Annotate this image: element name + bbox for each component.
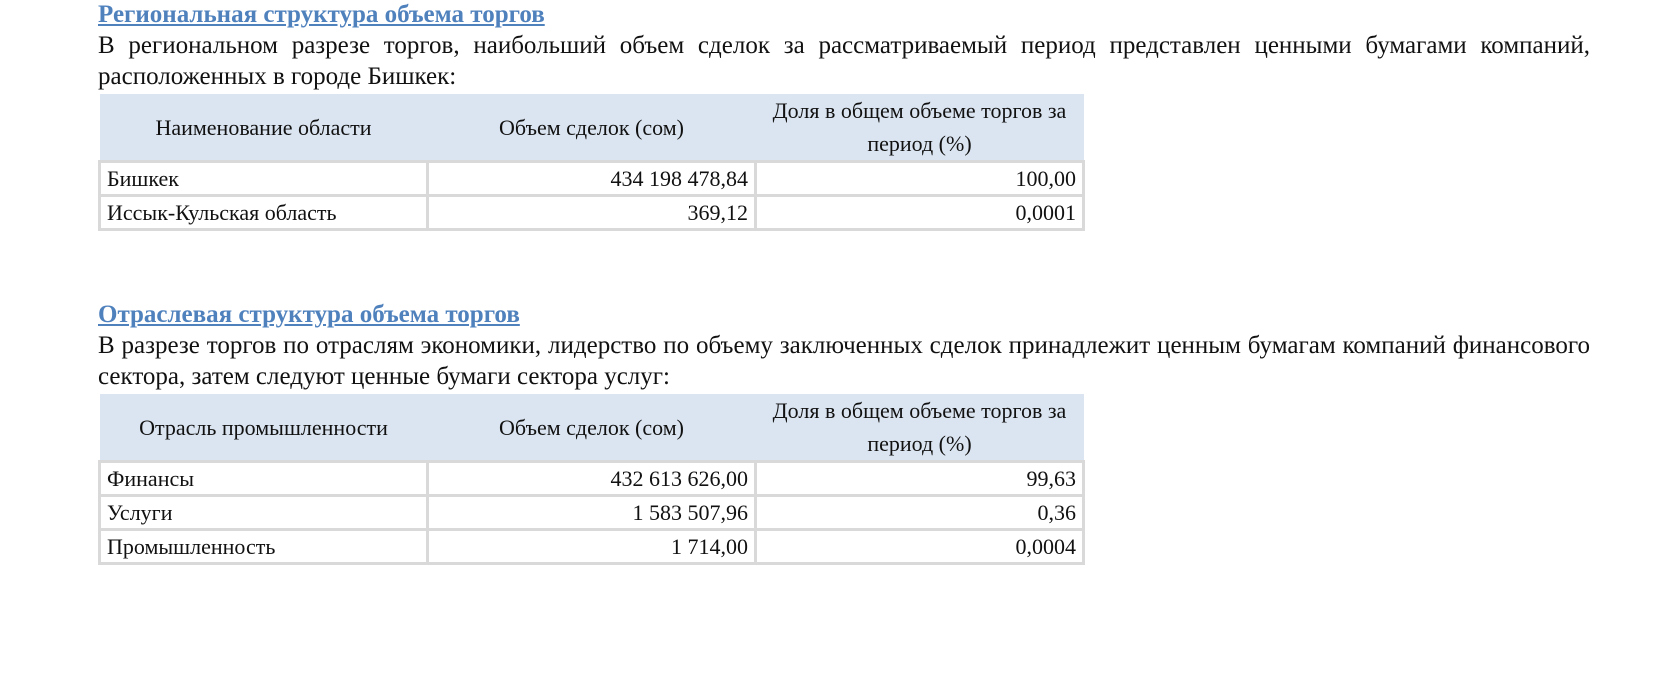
volume-cell: 1 583 507,96 [428, 496, 756, 530]
column-header-region: Наименование области [100, 94, 428, 162]
volume-cell: 1 714,00 [428, 530, 756, 564]
column-header-industry: Отрасль промышленности [100, 394, 428, 462]
share-cell: 0,0004 [756, 530, 1084, 564]
industry-structure-text: В разрезе торгов по отраслям экономики, лидерство по объему заключенных сделок принадлежит ценным бумагам компаний финансового сектора, затем следуют ценные бумаги сектора услуг: [98, 332, 1590, 390]
regional-structure-section [98, 0, 1590, 231]
share-cell: 0,0001 [756, 196, 1084, 230]
column-header-share: Доля в общем объеме торгов за период (%) [756, 394, 1084, 462]
industry-structure-heading: Отраслевая структура объема торгов [98, 301, 520, 328]
column-header-volume: Объем сделок (сом) [428, 94, 756, 162]
table-row [100, 462, 1084, 496]
industry-name-cell: Услуги [100, 496, 428, 530]
table-row [100, 530, 1084, 564]
table-header-row [100, 94, 1084, 162]
volume-cell: 432 613 626,00 [428, 462, 756, 496]
column-header-share: Доля в общем объеме торгов за период (%) [756, 94, 1084, 162]
volume-cell: 369,12 [428, 196, 756, 230]
share-cell: 100,00 [756, 162, 1084, 196]
industry-structure-section [98, 300, 1590, 565]
regional-structure-text: В региональном разрезе торгов, наибольший объем сделок за рассматриваемый период представлен ценными бумагами компаний, расположенных в городе Бишкек: [98, 32, 1590, 90]
table-row [100, 496, 1084, 530]
volume-cell: 434 198 478,84 [428, 162, 756, 196]
column-header-volume: Объем сделок (сом) [428, 394, 756, 462]
regional-structure-table [98, 94, 1085, 231]
industry-structure-table [98, 394, 1085, 565]
table-row [100, 196, 1084, 230]
share-cell: 0,36 [756, 496, 1084, 530]
table-header-row [100, 394, 1084, 462]
region-name-cell: Иссык-Кульская область [100, 196, 428, 230]
industry-name-cell: Промышленность [100, 530, 428, 564]
share-cell: 99,63 [756, 462, 1084, 496]
table-row [100, 162, 1084, 196]
region-name-cell: Бишкек [100, 162, 428, 196]
regional-structure-heading: Региональная структура объема торгов [98, 1, 545, 28]
industry-name-cell: Финансы [100, 462, 428, 496]
